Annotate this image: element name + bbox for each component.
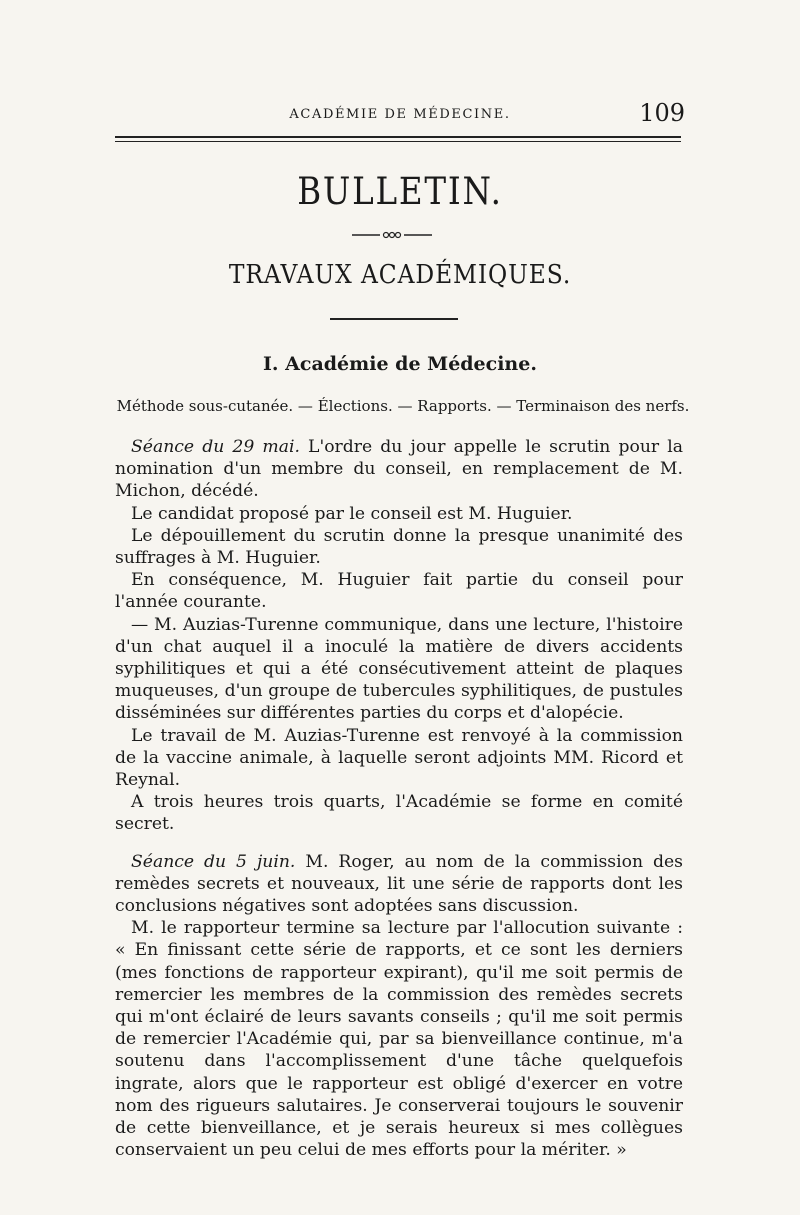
header-rule xyxy=(115,136,681,142)
session-lead: Séance du 29 mai. xyxy=(131,437,300,457)
bulletin-title: BULLETIN. xyxy=(297,170,503,213)
page-number: 109 xyxy=(639,99,685,127)
subsection-title: I. Académie de Médecine. xyxy=(263,353,537,375)
body-text xyxy=(115,436,683,1162)
paragraph-text: — M. Auzias-Turenne communique, dans une lecture, l'histoire d'un chat auquel il a inoculé la matière de divers accidents syphilitiques et qui a été consécutivement atteint de plaques muqueuses, d'un groupe de tubercules syphilitiques, de pustules disséminées sur différentes parties du corps et d'alopécie. xyxy=(115,614,683,724)
paragraph xyxy=(115,917,683,1161)
paragraph xyxy=(115,725,683,792)
paragraph-text: Le candidat proposé par le conseil est M. Huguier. xyxy=(131,503,573,524)
paragraph-text: M. Roger, au nom de la commission des remèdes secrets et nouveaux, lit une série de rapports dont les conclusions négatives sont adoptées sans discussion. xyxy=(115,851,683,917)
paragraph xyxy=(115,851,683,918)
session-lead: Séance du 5 juin. xyxy=(131,851,296,872)
paragraph-text: Le dépouillement du scrutin donne la presque unanimité des suffrages à M. Huguier. xyxy=(115,525,683,569)
paragraph-text: L'ordre du jour appelle le scrutin pour la nomination d'un membre du conseil, en remplacement de M. Michon, décédé. xyxy=(115,437,683,502)
ornament-divider xyxy=(352,229,432,241)
paragraph xyxy=(115,614,683,725)
paragraph xyxy=(115,791,683,835)
paragraph xyxy=(115,436,683,503)
paragraph xyxy=(115,525,683,569)
section-title: TRAVAUX ACADÉMIQUES. xyxy=(228,260,572,290)
paragraph xyxy=(115,569,683,613)
summary-line: Méthode sous-cutanée. — Élections. — Rapports. — Terminaison des nerfs. xyxy=(116,397,690,415)
section-rule xyxy=(330,318,458,320)
paragraph-text: En conséquence, M. Huguier fait partie du conseil pour l'année courante. xyxy=(115,570,683,613)
running-title: ACADÉMIE DE MÉDECINE. xyxy=(289,107,511,122)
paragraph xyxy=(115,503,683,525)
paragraph-text: A trois heures trois quarts, l'Académie se forme en comité secret. xyxy=(115,792,683,835)
running-head xyxy=(115,99,685,129)
paragraph-text: M. le rapporteur termine sa lecture par l'allocution suivante : « En finissant cette série de rapports, et ce sont les derniers (mes fonctions de rapporteur expirant), qu'il me soit permis de remercier les membres de la commission des remèdes secrets qui m'ont éclairé de leurs savants conseils ; qu'il me soit permis de remercier l'Académie qui, par sa bienveillance continue, m'a soutenu dans l'accomplissement d'une tâche quelquefois ingrate, alors que le rapporteur est obligé d'exercer en votre nom des rigueurs salutaires. Je conserverai toujours le souvenir de cette bienveillance, et je serais heureux si mes collègues conservaient un peu celui de mes efforts pour la mériter. » xyxy=(115,918,683,1161)
paragraph-text: Le travail de M. Auzias-Turenne est renvoyé à la commission de la vaccine animale, à laquelle seront adjoints MM. Ricord et Reynal. xyxy=(115,725,683,791)
